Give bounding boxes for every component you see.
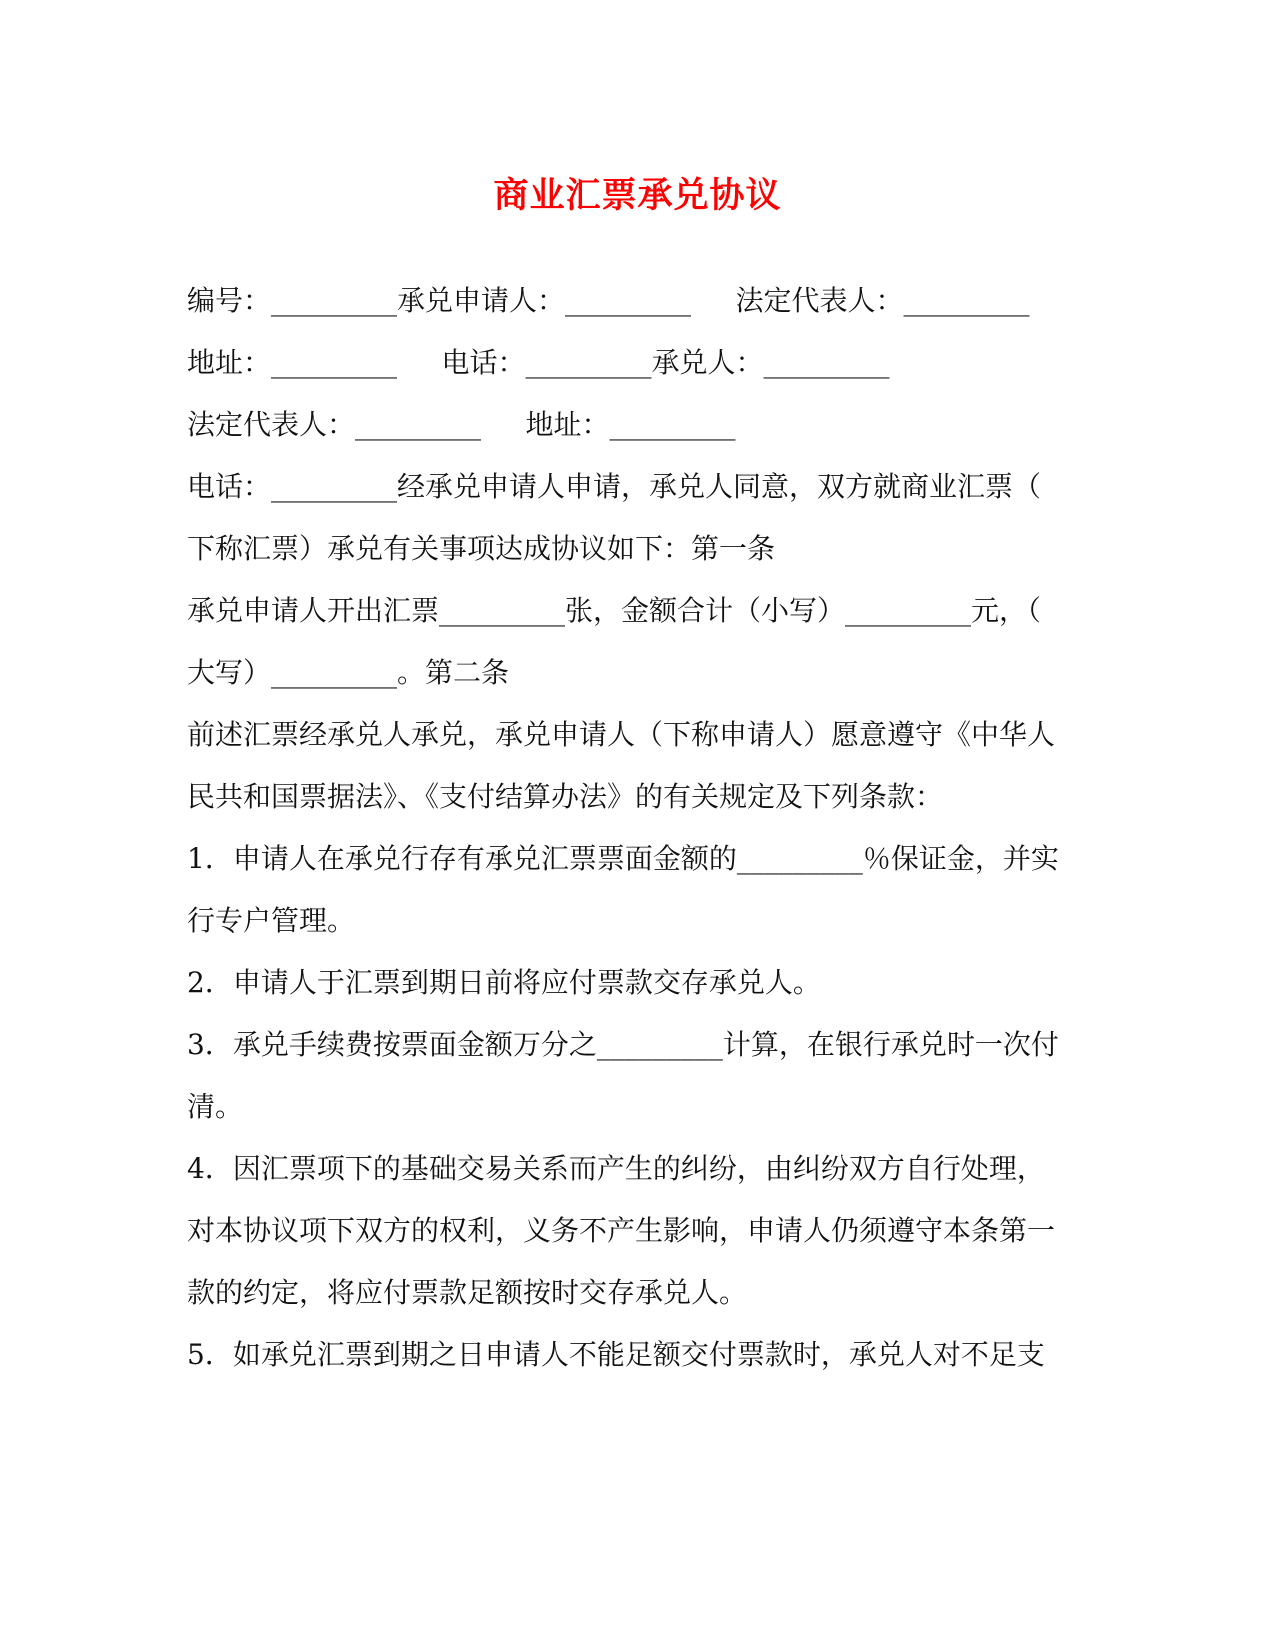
body-line: 大写）_________。第二条 [187,656,510,689]
clause-line: 2．申请人于汇票到期日前将应付票款交存承兑人。 [187,966,821,999]
body-line: 前述汇票经承兑人承兑，承兑申请人（下称申请人）愿意遵守《中华人 [187,718,1056,751]
clause-line: 清。 [187,1090,244,1123]
header-line-2: 地址：_________ 电话：_________承兑人：_________ [187,346,890,379]
clause-line: 3．承兑手续费按票面金额万分之_________计算，在银行承兑时一次付 [187,1028,1059,1061]
clause-line: 行专户管理。 [187,904,356,937]
body-line: 民共和国票据法》、《支付结算办法》的有关规定及下列条款： [187,780,944,813]
body-line: 承兑申请人开出汇票_________张，金额合计（小写）_________元，（ [187,594,1042,627]
clause-line: 对本协议项下双方的权利，义务不产生影响，申请人仍须遵守本条第一 [187,1214,1056,1247]
clause-line: 5．如承兑汇票到期之日申请人不能足额交付票款时，承兑人对不足支 [187,1338,1045,1371]
document-title: 商业汇票承兑协议 [493,175,782,216]
body-line: 下称汇票）承兑有关事项达成协议如下：第一条 [187,532,776,565]
clause-line: 1．申请人在承兑行存有承兑汇票票面金额的_________％保证金，并实 [187,842,1059,875]
header-line-3: 法定代表人：_________ 地址：_________ [187,408,736,441]
clause-line: 款的约定，将应付票款足额按时交存承兑人。 [187,1276,748,1309]
body-line: 电话：_________经承兑申请人申请，承兑人同意，双方就商业汇票（ [187,470,1042,503]
header-line-1: 编号：_________承兑申请人：_________ 法定代表人：_________ [187,284,1030,317]
clause-line: 4．因汇票项下的基础交易关系而产生的纠纷，由纠纷双方自行处理， [187,1152,1045,1185]
